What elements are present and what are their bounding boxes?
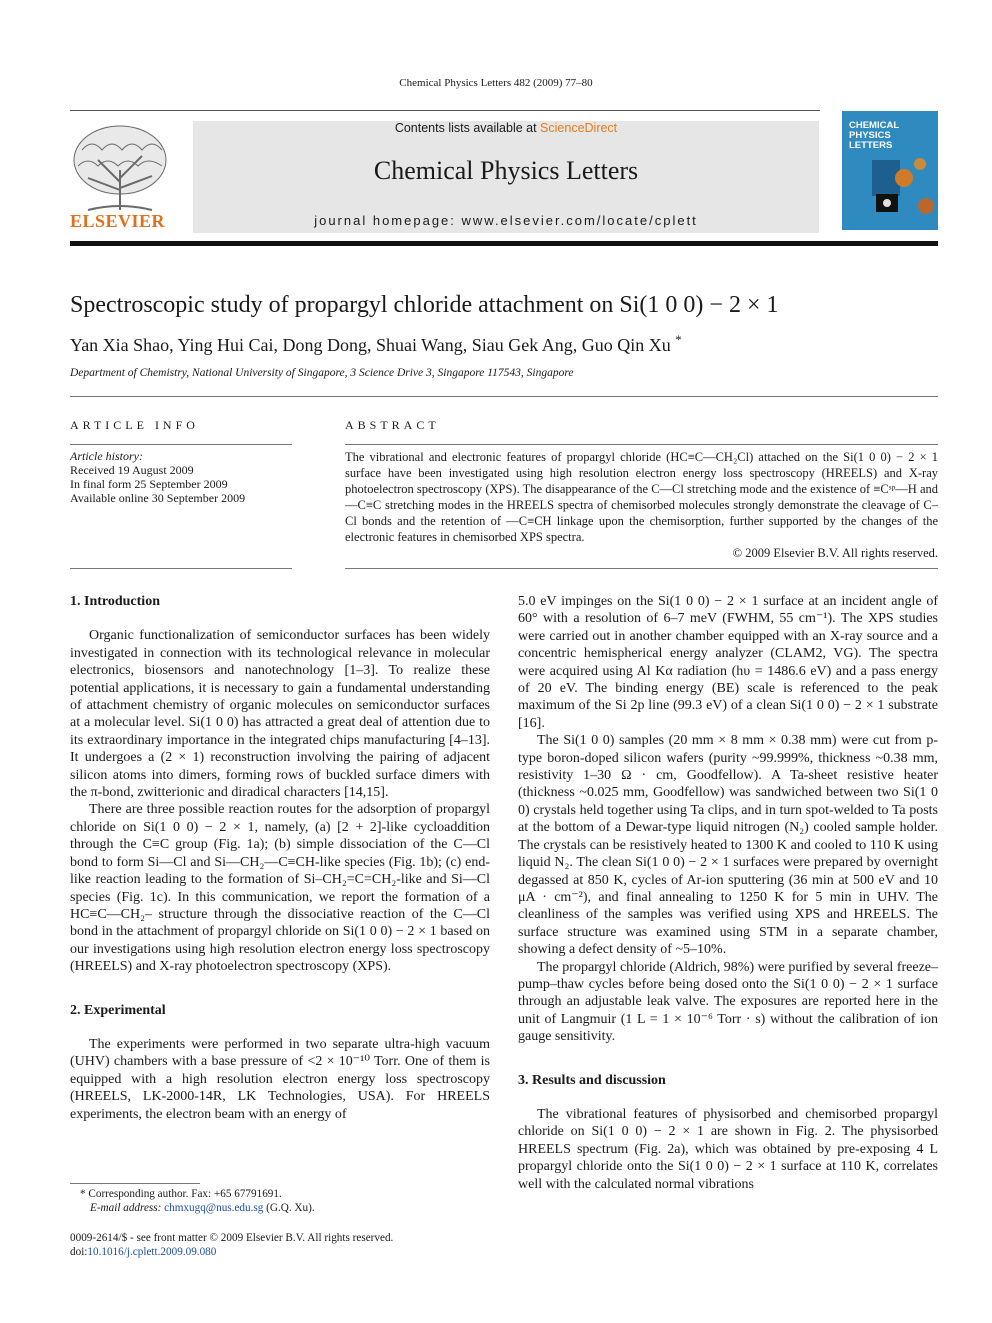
- experimental-paragraph: The Si(1 0 0) samples (20 mm × 8 mm × 0.38 mm) were cut from p-type boron-doped silicon wafers (purity ~99.999%, thickness ~0.38 mm, resistivity 1–30 Ω · cm, Goodfellow). A Ta-sheet resistive heater (thickness ~0.025 mm, Goodfellow) was sandwiched between two Si(1 0 0) crystals held together using Ta clips, and in turn spot-welded to Ta posts at the bottom of a Dewar-type liquid nitrogen (N₂) cooled sample holder. The crystals can be resistively heated to 1300 K and cooled to 110 K using liquid N₂. The clean Si(1 0 0) − 2 × 1 surfaces were prepared by overnight degassed at 850 K, cycles of Ar-ion sputtering (36 min at 500 eV and 10 μA · cm⁻²), and final annealing to 1250 K for 5 min in UHV. The cleanliness of the samples was verified using XPS and HREELS. The surface structure was examined using STM in a separate chamber, showing a defect density of ~5–10%.: [518, 733, 938, 958]
- sciencedirect-link[interactable]: ScienceDirect: [540, 121, 618, 135]
- corresponding-mark[interactable]: *: [675, 333, 682, 347]
- footnotes: [80, 1187, 500, 1215]
- history-received: Received 19 August 2009: [70, 463, 194, 477]
- cover-title-line: LETTERS: [849, 140, 893, 151]
- article-title: Spectroscopic study of propargyl chloride attachment on Si(1 0 0) − 2 × 1: [70, 292, 779, 318]
- footnote-rule: [70, 1183, 200, 1184]
- results-heading: 3. Results and discussion: [518, 1072, 666, 1088]
- publication-info: [70, 1231, 500, 1259]
- experimental-paragraph: The propargyl chloride (Aldrich, 98%) were purified by several freeze–pump–thaw cycles before being dosed onto the Si(1 0 0) − 2 × 1 surface through an adjustable leak valve. The exposures are reported here in the unit of Langmuir (1 L = 1 × 10⁻⁶ Torr · s) without the calibration of ion gauge sensitivity.: [518, 959, 938, 1045]
- article-info-heading: ARTICLE INFO: [70, 418, 199, 432]
- cover-artwork: [842, 150, 938, 230]
- experimental-paragraph: The experiments were performed in two separate ultra-high vacuum (UHV) chambers with a base pressure of <2 × 10⁻¹⁰ Torr. One of them is equipped with a high resolution electron energy loss spectroscopy (HREELS, LK-2000-14R, LK Technologies, USA). For HREELS experiments, the electron beam with an energy of: [70, 1036, 490, 1122]
- cover-title-line: PHYSICS: [849, 130, 891, 141]
- corresponding-author-note: * Corresponding author. Fax: +65 67791691.: [80, 1188, 282, 1200]
- contents-line: [193, 121, 819, 135]
- history-label: Article history:: [70, 449, 143, 463]
- article-authors: [70, 335, 682, 356]
- left-column: [70, 593, 490, 1123]
- doi-line: [70, 1245, 500, 1259]
- history-revised: In final form 25 September 2009: [70, 477, 228, 491]
- doi-label: doi:: [70, 1246, 88, 1258]
- email-label: E-mail address:: [90, 1202, 165, 1214]
- experimental-paragraph: 5.0 eV impinges on the Si(1 0 0) − 2 × 1 surface at an incident angle of 60° with a resolution of 6–7 meV (FWHM, 55 cm⁻¹). The XPS studies were carried out in another chamber equipped with an X-ray source and a concentric hemispherical energy analyzer (CLAM2, VG). The spectra were acquired using Al Kα radiation (hυ = 1486.6 eV) and a pass energy of 20 eV. The binding energy (BE) scale is referenced to the peak maximum of the Si 2p line (99.3 eV) of a clean Si(1 0 0) − 2 × 1 substrate [16].: [518, 594, 938, 731]
- abstract-copyright: © 2009 Elsevier B.V. All rights reserved.: [732, 546, 938, 560]
- author-list: Yan Xia Shao, Ying Hui Cai, Dong Dong, Shuai Wang, Siau Gek Ang, Guo Qin Xu: [70, 335, 671, 355]
- intro-paragraph: There are three possible reaction routes for the adsorption of propargyl chloride on Si(1 0 0) − 2 × 1, namely, (a) [2 + 2]-like cycloaddition through the C≡C group (Fig. 1a); (b) simple dissociation of the C—Cl bond to form Si—Cl and Si—CH₂—C≡CH-like species (Fig. 1b); (c) end-like reaction leading to the formation of Si–CH₂=C=CH₂-like and Si—Cl species (Fig. 1c). In this communication, we report the formation of a HC≡C—CH₂– structure through the dissociative reaction of the C—Cl bond in the attachment of propargyl chloride on Si(1 0 0) − 2 × 1 based on our investigations using high resolution electron energy loss spectroscopy (HREELS) and X-ray photoelectron spectroscopy (XPS).: [70, 802, 490, 975]
- experimental-heading: 2. Experimental: [70, 1002, 166, 1018]
- email-suffix: (G.Q. Xu).: [263, 1202, 315, 1214]
- journal-homepage[interactable]: journal homepage: www.elsevier.com/locate/cplett: [314, 213, 698, 228]
- email-note: [80, 1201, 500, 1215]
- contents-prefix: Contents lists available at: [394, 121, 541, 135]
- abstract-end-rule: [345, 568, 938, 569]
- title-rule: [70, 396, 938, 397]
- article-info-rule: [70, 444, 292, 445]
- history-online: Available online 30 September 2009: [70, 491, 246, 505]
- abstract-rule: [345, 444, 938, 445]
- email-link[interactable]: chmxugq@nus.edu.sg: [164, 1202, 264, 1214]
- journal-reference: Chemical Physics Letters 482 (2009) 77–80: [399, 77, 593, 89]
- affiliation: Department of Chemistry, National University of Singapore, 3 Science Drive 3, Singapore 117543, Singapore: [70, 367, 574, 379]
- abstract-body: [345, 449, 938, 561]
- intro-heading: 1. Introduction: [70, 594, 160, 609]
- doi-link[interactable]: 10.1016/j.cplett.2009.09.080: [87, 1246, 217, 1258]
- article-history: [70, 449, 292, 505]
- header-thick-rule: [70, 241, 938, 246]
- header-rule: [70, 110, 820, 111]
- cover-title: [849, 121, 935, 151]
- results-paragraph: The vibrational features of physisorbed and chemisorbed propargyl chloride on Si(1 0 0) − 2 × 1 are shown in Fig. 2. The physisorbed HREELS spectrum (Fig. 2a), which was obtained by pre-exposing 4 L propargyl chloride onto the Si(1 0 0) − 2 × 1 surface at 110 K, correlates well with the calculated normal vibrations: [518, 1106, 938, 1192]
- journal-title: Chemical Physics Letters: [373, 156, 639, 185]
- elsevier-wordmark: ELSEVIER: [70, 211, 166, 231]
- intro-paragraph: Organic functionalization of semiconductor surfaces has been widely investigated in connection with its technological relevance in molecular electronics, biosensors and nanotechnology [1–3]. To realize these potential applications, it is necessary to gain a fundamental understanding of attachment chemistry of organic molecules on semiconductor surfaces at a molecular level. Si(1 0 0) has attracted a great deal of attention due to its extraordinary importance in the integrated chips manufacturing [4–13]. It undergoes a (2 × 1) reconstruction involving the pairing of adjacent silicon atoms into dimers, forming rows of buckled surface dimers with the π-bond, zwitterionic and diradical characters [14,15].: [70, 628, 490, 801]
- abstract-heading: ABSTRACT: [345, 418, 440, 432]
- cover-title-line: CHEMICAL: [849, 120, 900, 131]
- right-column: [518, 593, 938, 1193]
- issn-line: 0009-2614/$ - see front matter © 2009 Elsevier B.V. All rights reserved.: [70, 1232, 394, 1244]
- abstract-text: The vibrational and electronic features of propargyl chloride (HC≡C—CH₂Cl) attached on the Si(1 0 0) − 2 × 1 surface have been investigated using high resolution electron energy loss spectroscopy (HREELS) and X-ray photoelectron spectroscopy (XPS). The disappearance of the C—Cl stretching mode and the existence of ≡Cˢᵖ—H and —C≡C stretching modes in the HREELS spectra of chemisorbed molecules strongly demonstrate the cleavage of C–Cl bonds and the retention of —C≡CH linkage upon the chemisorption, further supported by the changes of the electronic features in chemisorbed XPS spectra.: [345, 450, 938, 544]
- article-info-end-rule: [70, 568, 292, 569]
